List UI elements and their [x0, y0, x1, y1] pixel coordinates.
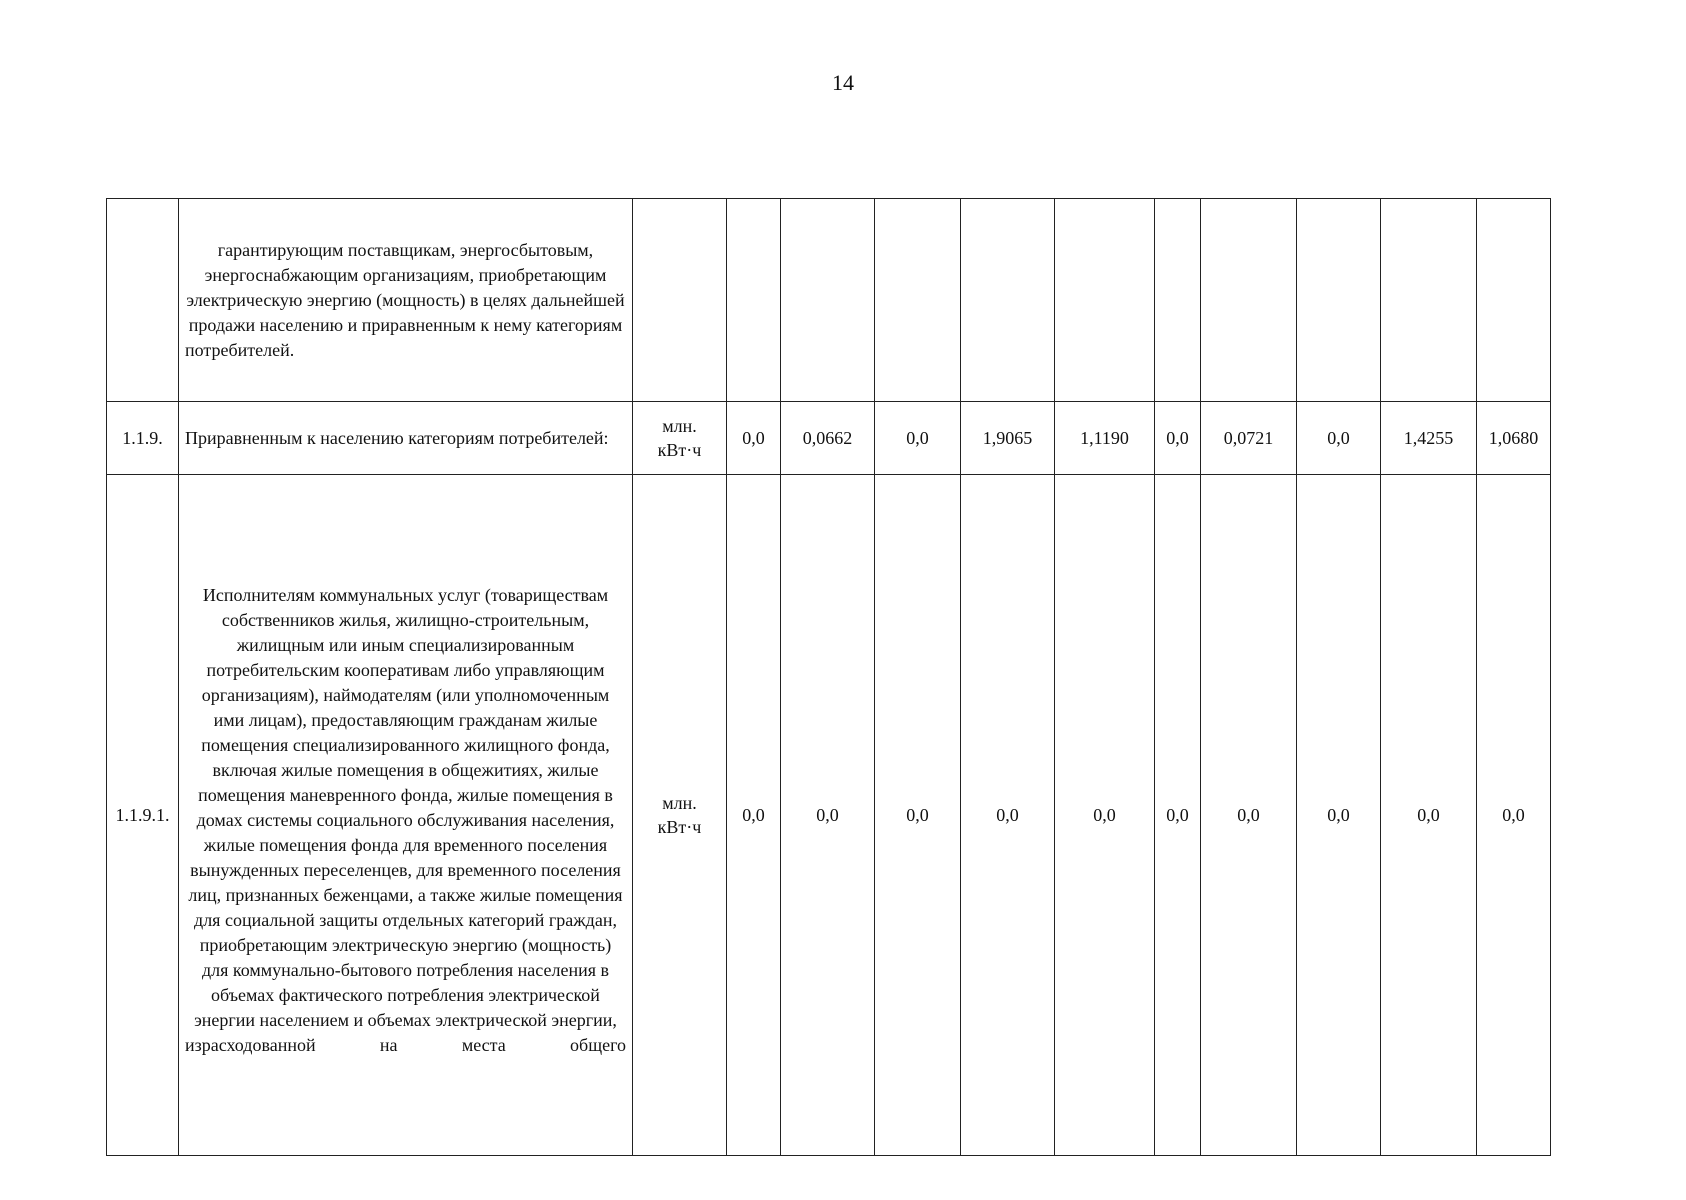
- value-cell: [1055, 199, 1155, 402]
- value-cell: [961, 199, 1055, 402]
- data-table: [106, 198, 1551, 1156]
- value-cell: [1381, 199, 1477, 402]
- value-cell: 1,4255: [1381, 402, 1477, 475]
- table-row: [107, 199, 1551, 402]
- value-cell: 0,0: [1201, 475, 1297, 1156]
- value-cell: 0,0: [1297, 402, 1381, 475]
- value-cell: 0,0: [1155, 402, 1201, 475]
- value-cell: 0,0: [727, 475, 781, 1156]
- row-unit: [633, 199, 727, 402]
- value-cell: 0,0: [1297, 475, 1381, 1156]
- value-cell: 1,1190: [1055, 402, 1155, 475]
- row-unit: млн. кВт·ч: [633, 475, 727, 1156]
- value-cell: 0,0: [1055, 475, 1155, 1156]
- row-number: 1.1.9.1.: [107, 475, 179, 1156]
- value-cell: [1201, 199, 1297, 402]
- value-cell: 0,0: [781, 475, 875, 1156]
- value-cell: [1477, 199, 1551, 402]
- value-cell: 0,0: [1477, 475, 1551, 1156]
- value-cell: 0,0: [1381, 475, 1477, 1156]
- row-description: гарантирующим поставщикам, энергосбытовым, энергоснабжающим организациям, приобретающим электрическую энергию (мощность) в целях дальнейшей продажи населению и приравненным к нему категориям потребителей.: [179, 199, 633, 402]
- row-number: [107, 199, 179, 402]
- value-cell: [1297, 199, 1381, 402]
- value-cell: 1,9065: [961, 402, 1055, 475]
- row-number: 1.1.9.: [107, 402, 179, 475]
- value-cell: 0,0662: [781, 402, 875, 475]
- value-cell: 0,0: [727, 402, 781, 475]
- row-description: Исполнителям коммунальных услуг (товариществам собственников жилья, жилищно-строительным, жилищным или иным специализированным потребительским кооперативам либо управляющим организациям), наймодателям (или уполномоченным ими лицам), предоставляющим гражданам жилые помещения специализированного жилищного фонда, включая жилые помещения в общежитиях, жилые помещения маневренного фонда, жилые помещения в домах системы социального обслуживания населения, жилые помещения фонда для временного поселения вынужденных переселенцев, для временного поселения лиц, признанных беженцами, а также жилые помещения для социальной защиты отдельных категорий граждан, приобретающим электрическую энергию (мощность) для коммунально-бытового потребления населения в объемах фактического потребления электрической энергии населением и объемах электрической энергии, израсходованной на места общего: [179, 475, 633, 1156]
- row-description: Приравненным к населению категориям потребителей:: [179, 402, 633, 475]
- row-unit: млн. кВт·ч: [633, 402, 727, 475]
- value-cell: 0,0: [875, 402, 961, 475]
- value-cell: [781, 199, 875, 402]
- value-cell: [727, 199, 781, 402]
- value-cell: [1155, 199, 1201, 402]
- value-cell: 0,0: [961, 475, 1055, 1156]
- table-row: [107, 402, 1551, 475]
- value-cell: 1,0680: [1477, 402, 1551, 475]
- value-cell: 0,0: [1155, 475, 1201, 1156]
- value-cell: [875, 199, 961, 402]
- value-cell: 0,0: [875, 475, 961, 1156]
- value-cell: 0,0721: [1201, 402, 1297, 475]
- table-row: [107, 475, 1551, 1156]
- page-number: 14: [832, 70, 854, 95]
